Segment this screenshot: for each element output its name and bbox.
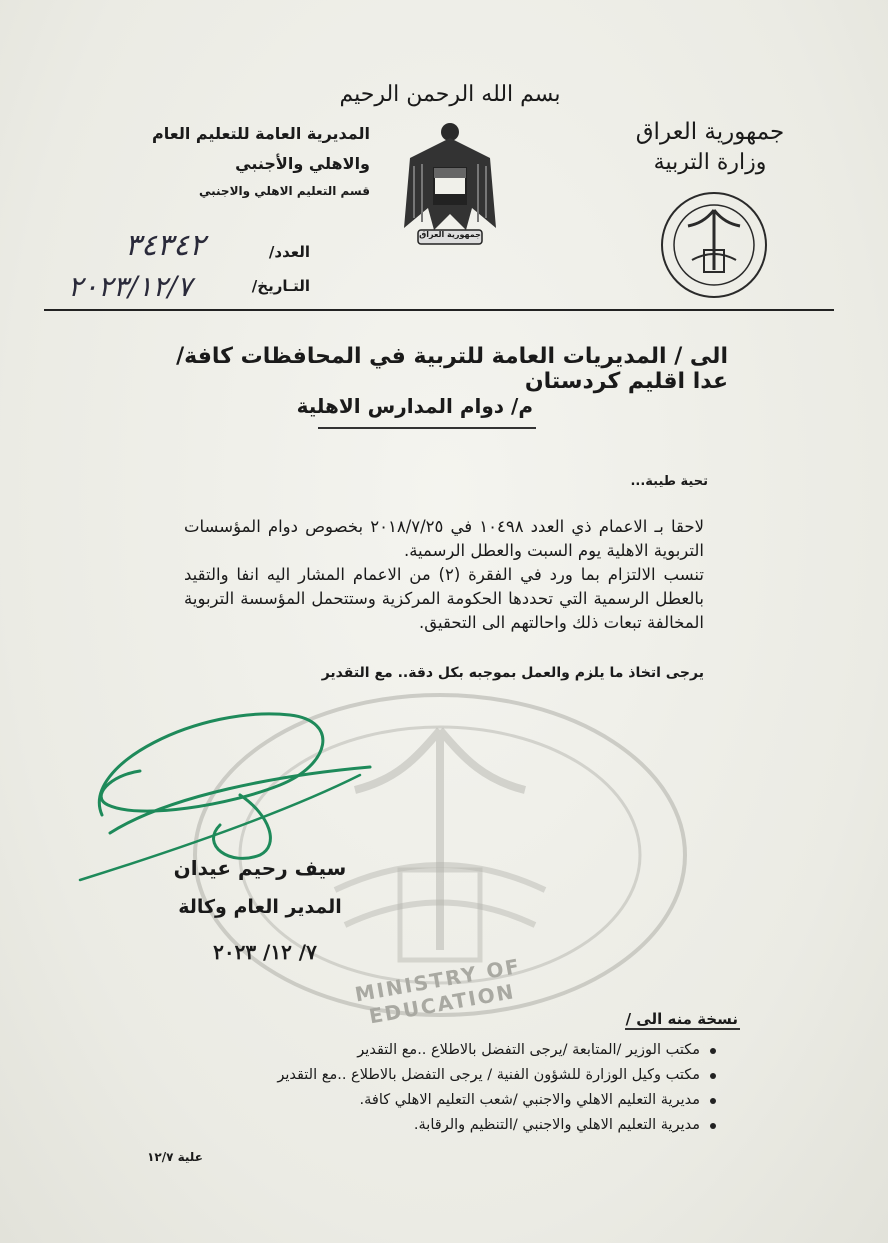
list-item: مديرية التعليم الاهلي والاجنبي /التنظيم والرقابة. [140, 1113, 700, 1138]
copies-list [140, 1038, 718, 1138]
ministry-seal-icon [658, 190, 770, 300]
body-paragraph-1: لاحقا بـ الاعمام ذي العدد ١٠٤٩٨ في ٢٠١٨/٧/٢٥ بخصوص دوام المؤسسات التربوية الاهلية يوم السبت والعطل الرسمية. [184, 517, 704, 560]
copies-underline [625, 1028, 740, 1030]
subject-underline [318, 427, 536, 429]
date-label: التـاريخ/ [251, 277, 310, 295]
list-item: مكتب وكيل الوزارة للشؤون الفنية / يرجى التفضل بالاطلاع ..مع التقدير [140, 1063, 700, 1088]
header-divider [44, 309, 834, 311]
number-value-handwritten: ٣٤٣٤٢ [124, 228, 206, 263]
letter-recipient: الى / المديريات العامة للتربية في المحافظات كافة/عدا اقليم كردستان [176, 344, 728, 394]
signatory-title: المدير العام وكالة [178, 896, 342, 918]
number-label: العدد/ [268, 243, 310, 261]
letter-subject: م/ دوام المدارس الاهلية [296, 394, 533, 418]
directorate-line-1: المديرية العامة للتعليم العام [152, 124, 370, 143]
republic-title: جمهورية العراق [635, 119, 785, 145]
list-item: مكتب الوزير /المتابعة /يرجى التفضل بالاطلاع ..مع التقدير [140, 1038, 700, 1063]
basmala: بسم الله الرحمن الرحيم [339, 82, 561, 107]
signatory-name: سيف رحيم عيدان [173, 856, 347, 880]
closing-line: يرجى اتخاذ ما يلزم والعمل بموجبه بكل دقة.. مع التقدير [321, 665, 704, 681]
department-name: قسم التعليم الاهلي والاجنبي [198, 184, 370, 198]
copies-label: نسخة منه الى / [625, 1010, 738, 1028]
letter-body [184, 515, 704, 635]
signature-date: ٧/ ١٢/ ٢٠٢٣ [213, 940, 317, 964]
footer-note: علية ١٢/٧ [147, 1150, 203, 1164]
ministry-title: وزارة التربية [653, 150, 767, 175]
date-value-handwritten: ٢٠٢٣/١٢/٧ [67, 270, 193, 303]
emblem-caption: جمهورية العراق [419, 230, 481, 239]
greeting: تحية طيبة... [630, 474, 708, 489]
list-item: مديرية التعليم الاهلي والاجنبي /شعب التعليم الاهلي كافة. [140, 1088, 700, 1113]
body-paragraph-2: تنسب الالتزام بما ورد في الفقرة (٢) من الاعمام المشار اليه انفا والتقيد بالعطل الرسمية التي تحددها الحكومة المركزية وستتحمل المؤسسة التربوية المخالفة تبعات ذلك واحالتهم الى التحقيق. [184, 565, 704, 632]
seal-watermark-text: MINISTRY OF EDUCATION [353, 953, 523, 1029]
directorate-line-2: والاهلي والأجنبي [235, 154, 370, 173]
